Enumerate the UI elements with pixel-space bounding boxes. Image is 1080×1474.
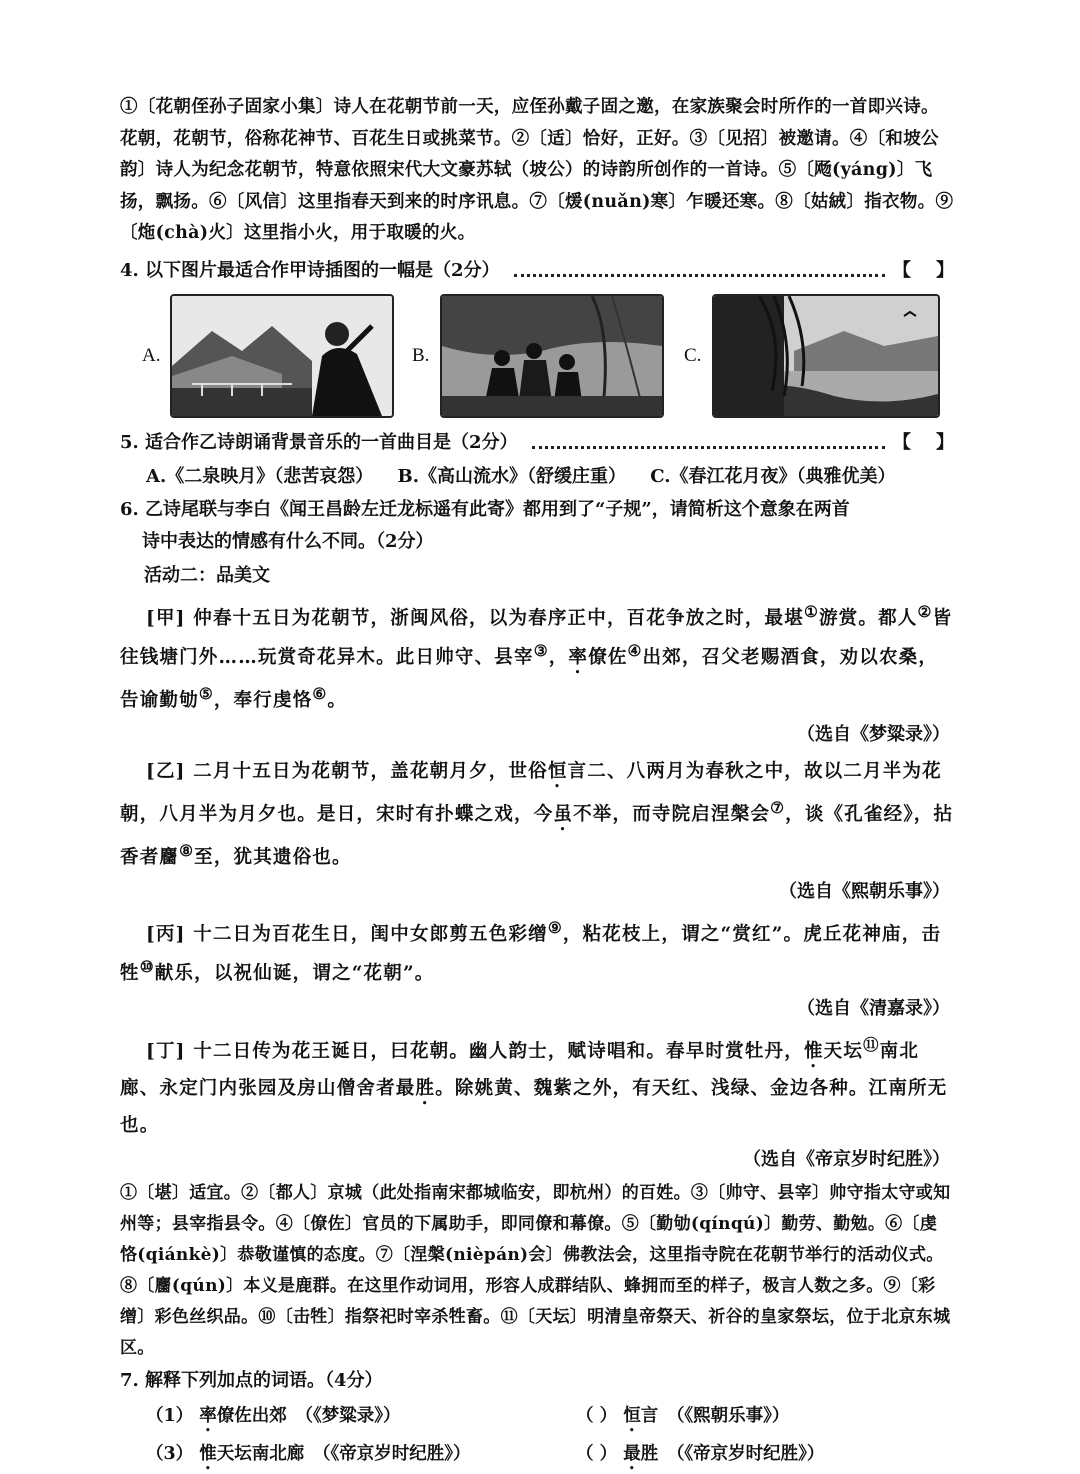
q7-item-4 xyxy=(576,1436,824,1474)
text: 天坛 xyxy=(823,1040,864,1062)
dotted-word: 惟 xyxy=(199,1443,217,1464)
q7-item-3 xyxy=(146,1436,576,1474)
question-6-line1: 6. 乙诗尾联与李白《闻王昌龄左迁龙标遥有此寄》都用到了“子规”，请简析这个意象在两首 xyxy=(120,498,850,520)
text: 皆往钱塘门外……玩赏奇花异木。此日帅守、县宰 xyxy=(120,607,953,668)
answer-bracket: 【 】 xyxy=(892,431,954,453)
dotted-word: 虽 xyxy=(553,804,574,826)
passage-jia xyxy=(120,596,954,717)
text: 言二、八两月为春秋之中，故以二月半为花朝，八月半为月夕也。是日，宋时有扑蝶之戏，今 xyxy=(120,760,942,826)
text: ，粘花枝上，谓之“赏红”。虎丘花神庙，击牲 xyxy=(120,924,942,985)
text: 不举，而寺院启涅槃会 xyxy=(573,804,771,826)
willow-lake-illustration xyxy=(712,294,940,418)
footnote-mark: ⑥ xyxy=(312,684,328,703)
question-5-options xyxy=(120,460,954,494)
q7-item-1 xyxy=(146,1398,576,1436)
text: [丙] 十二日为百花生日，闺中女郎剪五色彩缯 xyxy=(146,924,548,946)
text: 天坛南北廊 xyxy=(216,1443,305,1464)
text: 胜 xyxy=(640,1443,659,1464)
text: [丁] 十二日传为花王诞日，曰花朝。幽人韵士，赋诗唱和。春早时赏牡丹， xyxy=(146,1040,804,1062)
poem-annotations: ①〔花朝侄孙子固家小集〕诗人在花朝节前一天，应侄孙戴子固之邀，在家族聚会时所作的一首即兴诗。花朝，花朝节，俗称花神节、百花生日或挑菜节。②〔适〕恰好，正好。③〔见招〕被邀请。④〔和坡公韵〕诗人为纪念花朝节，特意依照宋代大文豪苏轼（坡公）的诗韵所创作的一首诗。⑤〔飏(yáng)〕飞扬，飘扬。⑥〔风信〕这里指春天到来的时序讯息。⑦〔煖(nuǎn)寒〕乍暖还寒。⑧〔姑絨〕指衣物。⑨〔炧(chà)火〕这里指小火，用于取暖的火。 xyxy=(120,97,954,243)
item-source: （《帝京岁时纪胜》） xyxy=(321,1443,471,1464)
dotted-leader xyxy=(532,436,885,449)
text: 僚佐 xyxy=(588,646,628,668)
question-4 xyxy=(120,254,954,288)
landscape-scholar-illustration xyxy=(170,294,394,418)
item-source: （《梦粱录》） xyxy=(304,1405,401,1426)
question-4-text: 4. 以下图片最适合作甲诗插图的一幅是（2分） xyxy=(120,259,500,281)
dotted-word: 最 xyxy=(623,1443,641,1464)
text: 至，犹其遗俗也。 xyxy=(194,847,352,869)
passage-annotations: ①〔堪〕适宜。②〔都人〕京城（此处指南宋都城临安，即杭州）的百姓。③〔帅守、县宰〕帅守指太守或知州等；县宰指县令。④〔僚佐〕官员的下属助手，即同僚和幕僚。⑤〔勤劬(qínqú)〕勤劳、勤勉。⑥〔虔恪(qiánkè)〕恭敬谨慎的态度。⑦〔涅槃(nièpán)会〕佛教法会，这里指寺院在花朝节举行的活动仪式。⑧〔麕(qún)〕本义是鹿群。在这里作动词用，形容人成群结队、蜂拥而至的样子，极言人数之多。⑨〔彩缯〕彩色丝织品。⑩〔击牲〕指祭祀时宰杀牲畜。⑪〔天坛〕明清皇帝祭天、祈谷的皇家祭坛，位于北京东城区。 xyxy=(120,1182,951,1358)
question-5-text: 5. 适合作乙诗朗诵背景音乐的一首曲目是（2分） xyxy=(120,431,518,453)
footnote-mark: ④ xyxy=(627,641,643,660)
question-7: 7. 解释下列加点的词语。（4分） xyxy=(120,1369,383,1391)
footnote-mark: ⑨ xyxy=(547,919,563,938)
picture-options xyxy=(142,290,954,422)
dotted-word: 率 xyxy=(568,646,589,668)
source-jia: （选自《梦粱录》） xyxy=(797,723,950,745)
text: 献乐，以祝仙诞，谓之“花朝”。 xyxy=(154,963,435,985)
dotted-word: 胜 xyxy=(415,1077,436,1099)
text: 。 xyxy=(327,689,348,711)
question-7-row1 xyxy=(120,1398,954,1436)
text: ， xyxy=(548,646,569,668)
question-6-line2: 诗中表达的情感有什么不同。（2分） xyxy=(142,530,434,552)
dotted-word: 恒 xyxy=(623,1405,641,1426)
footnote-mark: ⑪ xyxy=(863,1035,880,1054)
text: ，奉行虔恪 xyxy=(213,689,313,711)
footnote-mark: ⑤ xyxy=(198,684,214,703)
source-bing: （选自《清嘉录》） xyxy=(797,997,950,1019)
section-heading: 活动二：品美文 xyxy=(144,564,270,586)
passage-yi xyxy=(120,755,954,874)
option-b: B.《高山流水》（舒缓庄重） xyxy=(397,465,626,487)
option-c: C.《春江花月夜》（典雅优美） xyxy=(650,465,896,487)
text: 游赏。都人 xyxy=(818,607,918,629)
item-number: （3） xyxy=(146,1443,194,1464)
passage-bing xyxy=(120,912,954,990)
item-number: （ ） xyxy=(576,1405,618,1426)
gathering-by-lake-illustration xyxy=(440,294,664,418)
question-5 xyxy=(120,426,954,460)
question-7-row2 xyxy=(120,1436,954,1474)
q7-item-2 xyxy=(576,1398,789,1436)
dotted-leader xyxy=(514,264,885,277)
source-yi: （选自《熙朝乐事》） xyxy=(779,881,950,903)
item-source: （《熙朝乐事》） xyxy=(675,1405,790,1426)
answer-bracket: 【 】 xyxy=(892,259,954,281)
passage-ding xyxy=(120,1029,954,1142)
footnote-mark: ① xyxy=(803,602,819,621)
footnote-mark: ③ xyxy=(533,641,549,660)
text: 僚佐出郊 xyxy=(216,1405,287,1426)
text: 出郊，召父老赐酒食，劝以农桑，告谕勤劬 xyxy=(120,646,939,711)
question-6 xyxy=(120,494,954,558)
text: 言 xyxy=(640,1405,659,1426)
text: [乙] 二月十五日为花朝节，盖花朝月夕，世俗 xyxy=(146,760,548,782)
item-number: （1） xyxy=(146,1405,194,1426)
item-source: （《帝京岁时纪胜》） xyxy=(675,1443,825,1464)
text: 南北廊、永定门内张园及房山僧舍者最 xyxy=(120,1040,920,1099)
dotted-word: 惟 xyxy=(803,1040,824,1062)
dotted-word: 恒 xyxy=(547,760,568,782)
text: 。除姚黄、魏紫之外，有天红、浅绿、金边各种。江南所无也。 xyxy=(120,1077,948,1136)
text: [甲] 仲春十五日为花朝节，浙闽风俗，以为春序正中，百花争放之时，最堪 xyxy=(146,607,804,629)
item-number: （ ） xyxy=(576,1443,618,1464)
footnote-mark: ⑩ xyxy=(139,958,155,977)
picture-label-c: C. xyxy=(684,344,702,366)
source-ding: （选自《帝京岁时纪胜》） xyxy=(743,1148,950,1170)
footnote-mark: ② xyxy=(917,602,933,621)
picture-label-a: A. xyxy=(142,344,161,366)
text: ，谈《孔雀经》，拈香者麕 xyxy=(120,804,954,869)
picture-label-b: B. xyxy=(412,344,430,366)
footnote-mark: ⑧ xyxy=(179,842,195,861)
option-a: A.《二泉映月》（悲苦哀怨） xyxy=(146,465,374,487)
dotted-word: 率 xyxy=(199,1405,217,1426)
footnote-mark: ⑦ xyxy=(770,798,786,817)
